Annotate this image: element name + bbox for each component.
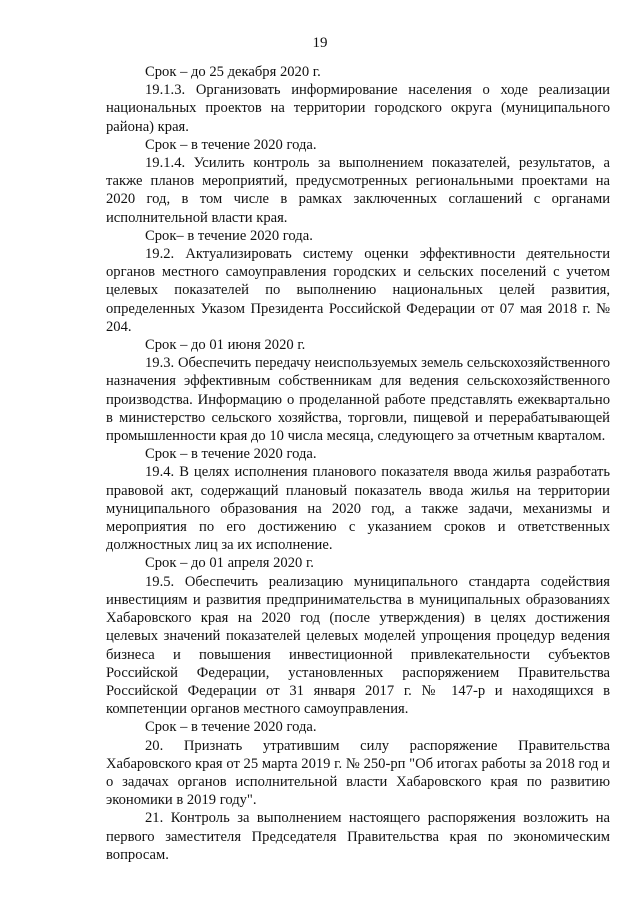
clause-19-1-3: 19.1.3. Организовать информирование населения о ходе реализации национальных проектов на территории городского округа (муниципального района) края. (106, 82, 610, 135)
clause-21: 21. Контроль за выполнением настоящего распоряжения возложить на первого заместителя Председателя Правительства края по экономическим вопросам. (106, 810, 610, 863)
deadline-paragraph: Срок – до 01 апреля 2020 г. (145, 555, 314, 572)
clause-19-2: 19.2. Актуализировать систему оценки эффективности деятельности органов местного самоуправления городских и сельских поселений с учетом целевых показателей по выполнению национальных целей развития, определенных Указом Президента Российской Федерации от 07 мая 2018 г. № 204. (106, 246, 610, 335)
deadline-paragraph: Срок – в течение 2020 года. (145, 719, 317, 736)
clause-19-5: 19.5. Обеспечить реализацию муниципального стандарта содействия инвестициям и развития предпринимательства в муниципальных образованиях Хабаровского края на 2020 год (после утверждения) в целях достижения целевых значений показателей целевых моделей упрощения процедур ведения бизнеса и повышения инвестиционной привлекательности субъектов Российской Федерации, установленных распоряжением Правительства Российской Федерации от 31 января 2017 г. № 147-р и находящихся в компетенции органов местного самоуправления. (106, 573, 610, 718)
document-body (106, 63, 610, 864)
clause-19-4: 19.4. В целях исполнения планового показателя ввода жилья разработать правовой акт, содержащий плановый показатель ввода жилья на территории муниципального образования на 2020 год, а также задачи, механизмы и мероприятия по его достижению с указанием сроков и ответственных должностных лиц за их исполнение. (106, 464, 610, 554)
deadline-paragraph: Срок – до 25 декабря 2020 г. (145, 64, 321, 80)
deadline-paragraph: Срок – до 01 июня 2020 г. (145, 337, 306, 354)
page-number: 19 (312, 35, 328, 51)
clause-20: 20. Признать утратившим силу распоряжение Правительства Хабаровского края от 25 марта 2019 г. № 250-рп "Об итогах работы за 2018 год и о задачах органов исполнительной власти Хабаровского края по развитию экономики в 2019 году". (106, 737, 610, 809)
clause-19-3: 19.3. Обеспечить передачу неиспользуемых земель сельскохозяйственного назначения эффективным собственникам для ведения сельскохозяйственного производства. Информацию о проделанной работе представлять ежеквартально в министерство сельского хозяйства, торговли, пищевой и перерабатывающей промышленности края до 10 числа месяца, следующего за отчетным кварталом. (106, 355, 610, 445)
deadline-paragraph: Срок – в течение 2020 года. (145, 446, 317, 463)
deadline-paragraph: Срок– в течение 2020 года. (145, 227, 313, 244)
clause-19-1-4: 19.1.4. Усилить контроль за выполнением показателей, результатов, а также планов мероприятий, предусмотренных региональными проектами на 2020 год, в том числе в рамках заключенных соглашений с органами исполнительной власти края. (106, 155, 610, 226)
deadline-paragraph: Срок – в течение 2020 года. (145, 136, 317, 153)
